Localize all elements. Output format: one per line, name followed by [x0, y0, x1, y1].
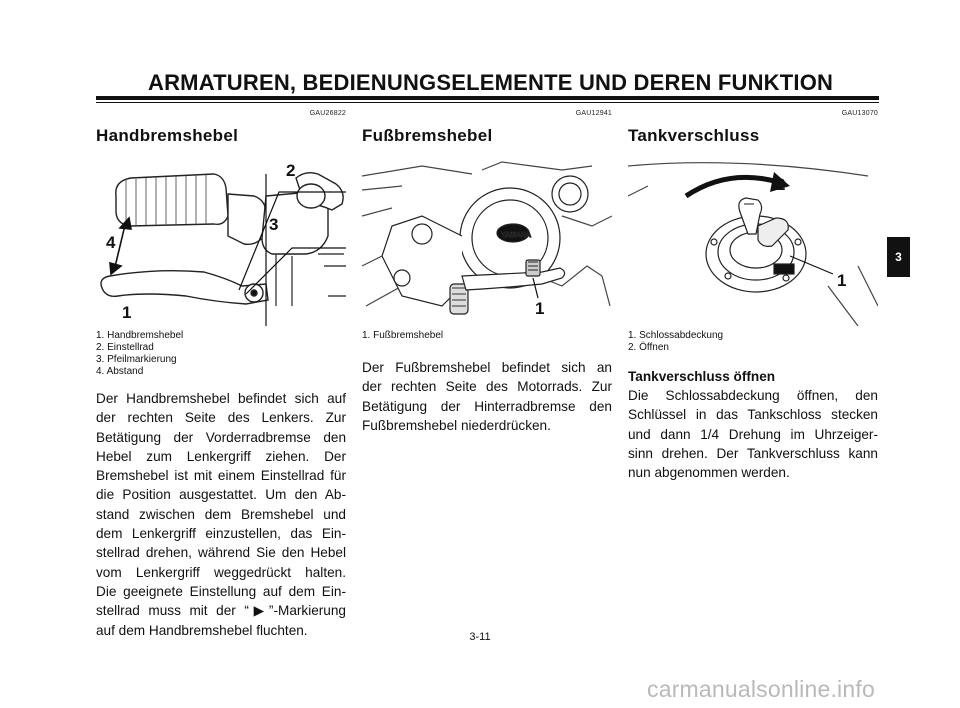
- section-code: GAU12941: [575, 110, 612, 117]
- section-title: Fußbremshebel: [362, 126, 493, 145]
- figure-captions: [96, 330, 346, 378]
- text-line: Der Handbremshebel befindet sich auf: [96, 391, 346, 406]
- body-paragraph: [96, 389, 346, 640]
- section-code: GAU13070: [841, 110, 878, 117]
- text-line: Bremshebel ist mit einem Einstellrad für: [96, 468, 346, 484]
- text-line: vom Lenkergriff weggedrückt halten.: [96, 564, 346, 580]
- foot-brake-illustration: [362, 156, 612, 326]
- body-paragraph: [362, 358, 612, 435]
- section-tankverschluss: [628, 110, 878, 482]
- chapter-tab: 3: [887, 237, 910, 277]
- text-line: Betätigung der Hinterradbremse den: [362, 398, 612, 414]
- header-rule-thin: [96, 102, 879, 103]
- text-line: auf dem Handbremshebel fluchten.: [96, 622, 308, 638]
- text-line: Fußbremshebel niederdrücken.: [362, 417, 551, 433]
- fuel-cap-illustration: [628, 156, 878, 326]
- figure-captions: [628, 330, 878, 354]
- text-line: Betätigung der Vorderradbremse den: [96, 429, 346, 445]
- text-line: Die geeignete Einstellung auf dem Ein-: [96, 583, 346, 599]
- caption: 1. Fußbremshebel: [362, 330, 444, 341]
- subheading: Tankverschluss öffnen: [628, 369, 776, 384]
- figure-fuel-cap: [628, 156, 878, 326]
- caption: 1. Handbremshebel: [96, 330, 184, 341]
- text-line: und dann 1/4 Drehung im Uhrzeiger-: [628, 426, 878, 442]
- text-line: der rechten Seite des Motorrads. Zur: [362, 379, 612, 395]
- header-rule: [96, 96, 879, 100]
- caption: 4. Abstand: [96, 366, 144, 377]
- text-line: Der Fußbremshebel befindet sich an: [362, 360, 612, 375]
- body-paragraph: [628, 386, 878, 482]
- text-line: die Position ausgestattet. Um den Ab-: [96, 487, 346, 503]
- caption: 2. Öffnen: [628, 342, 669, 353]
- text-line: stellrad drehen, während Sie den Hebel: [96, 545, 346, 561]
- callout-1: 1: [837, 271, 847, 290]
- section-fussbremshebel: [362, 110, 612, 435]
- text-line: stellrad muss mit der “▶”-Markierung: [96, 603, 346, 619]
- figure-captions: [362, 330, 612, 342]
- callout-4: 4: [106, 233, 116, 252]
- callout-3: 3: [269, 215, 279, 234]
- callout-1: 1: [535, 299, 545, 318]
- figure-hand-brake-lever: [96, 156, 346, 326]
- text-line: Schlüssel in das Tankschloss stecken: [628, 407, 878, 423]
- callout-2: 2: [286, 161, 296, 180]
- section-handbremshebel: [96, 110, 346, 640]
- callout-1: 1: [122, 303, 132, 322]
- section-code: GAU26822: [309, 110, 346, 117]
- text-line: stand zwischen dem Bremshebel und: [96, 506, 346, 522]
- watermark: carmanualsonline.info: [647, 676, 875, 702]
- text-line: der rechten Seite des Lenkers. Zur: [96, 410, 346, 426]
- text-line: nun abgenommen werden.: [628, 465, 790, 481]
- hand-brake-illustration: [96, 156, 346, 326]
- section-title: Tankverschluss: [628, 126, 760, 145]
- section-title: Handbremshebel: [96, 126, 239, 145]
- text-line: Die Schlossabdeckung öffnen, den: [628, 388, 878, 403]
- page-number: 3-11: [469, 631, 491, 643]
- text-line: sinn drehen. Der Tankverschluss kann: [628, 445, 878, 461]
- figure-foot-brake-lever: [362, 156, 612, 326]
- engine-brand: YAMAHA: [501, 232, 532, 239]
- page-title: ARMATUREN, BEDIENUNGSELEMENTE UND DEREN FUNKTION: [148, 70, 834, 95]
- caption: 2. Einstellrad: [96, 342, 154, 353]
- text-line: Hebel zum Lenkergriff ziehen. Der: [96, 448, 346, 464]
- text-line: dem Lenkergriff einzustellen, das Ein-: [96, 526, 346, 542]
- caption: 1. Schlossabdeckung: [628, 330, 724, 341]
- caption: 3. Pfeilmarkierung: [96, 354, 177, 365]
- callout-2: 2: [776, 175, 786, 194]
